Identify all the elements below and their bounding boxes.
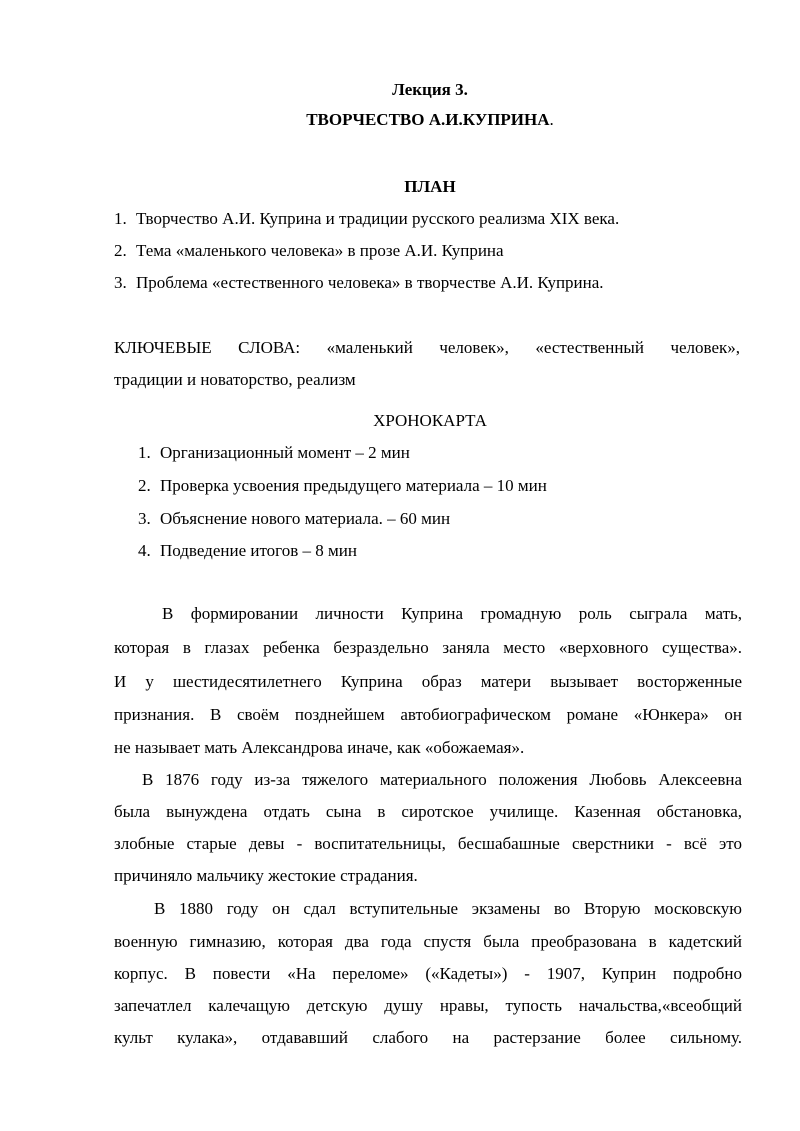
body-p2-line: была вынуждена отдать сына в сиротское училище. Казенная обстановка, (114, 802, 742, 821)
chronocard-heading: ХРОНОКАРТА (373, 411, 487, 430)
plan-item-number: 2. (114, 241, 127, 260)
chronocard-item-text: Объяснение нового материала. – 60 мин (160, 509, 451, 528)
lecture-number: Лекция 3. (392, 80, 468, 99)
body-p1-line: признания. В своём позднейшем автобиографическом романе «Юнкера» он (114, 705, 742, 724)
body-p1-line: И у шестидесятилетнего Куприна образ матери вызывает восторженные (114, 672, 742, 691)
chronocard-item (138, 476, 547, 496)
chronocard-item (138, 541, 357, 561)
body-p3-line: военную гимназию, которая два года спустя была преобразована в кадетский (114, 932, 742, 951)
body-p3-line: корпус. В повести «На переломе» («Кадеты») - 1907, Куприн подробно (114, 964, 742, 983)
chronocard-item-text: Организационный момент – 2 мин (160, 443, 410, 462)
lecture-title-dot: . (549, 110, 554, 129)
plan-item-text: Творчество А.И. Куприна и традиции русского реализма XIX века. (136, 209, 620, 228)
chronocard-item-number: 4. (138, 541, 151, 560)
body-p1-line: В формировании личности Куприна громадную роль сыграла мать, (162, 604, 742, 623)
plan-item-text: Проблема «естественного человека» в творчестве А.И. Куприна. (136, 273, 604, 292)
body-p3-line: запечатлел калечащую детскую душу нравы, тупость начальства,«всеобщий (114, 996, 742, 1015)
body-p2-line: В 1876 году из-за тяжелого материального положения Любовь Алексеевна (142, 770, 742, 789)
body-p1-line: не называет мать Александрова иначе, как «обожаемая». (114, 738, 525, 757)
plan-heading: ПЛАН (404, 177, 456, 196)
chronocard-item-number: 2. (138, 476, 151, 495)
chronocard-item-text: Подведение итогов – 8 мин (160, 541, 357, 560)
lecture-title (0, 110, 800, 130)
keywords-line-2: традиции и новаторство, реализм (114, 370, 356, 389)
chronocard-item-number: 1. (138, 443, 151, 462)
plan-item (114, 273, 604, 293)
chronocard-item-text: Проверка усвоения предыдущего материала – 10 мин (160, 476, 547, 495)
lecture-title-text: ТВОРЧЕСТВО А.И.КУПРИНА (306, 110, 550, 129)
keywords-line-1: КЛЮЧЕВЫЕ СЛОВА: «маленький человек», «естественный человек», (114, 338, 740, 357)
body-p3-line: культ кулака», отдававший слабого на растерзание более сильному. (114, 1028, 742, 1047)
chronocard-item-number: 3. (138, 509, 151, 528)
chronocard-item (138, 443, 410, 463)
body-p3-line: В 1880 году он сдал вступительные экзамены во Вторую московскую (154, 899, 742, 918)
body-p1-line: которая в глазах ребенка безраздельно заняла место «верховного существа». (114, 638, 742, 657)
chronocard-item (138, 509, 450, 529)
body-p2-line: причиняло мальчику жестокие страдания. (114, 866, 418, 885)
plan-item-text: Тема «маленького человека» в прозе А.И. Куприна (136, 241, 504, 260)
plan-item (114, 241, 504, 261)
plan-item (114, 209, 619, 229)
plan-item-number: 1. (114, 209, 127, 228)
plan-item-number: 3. (114, 273, 127, 292)
body-p2-line: злобные старые девы - воспитательницы, бесшабашные сверстники - всё это (114, 834, 742, 853)
